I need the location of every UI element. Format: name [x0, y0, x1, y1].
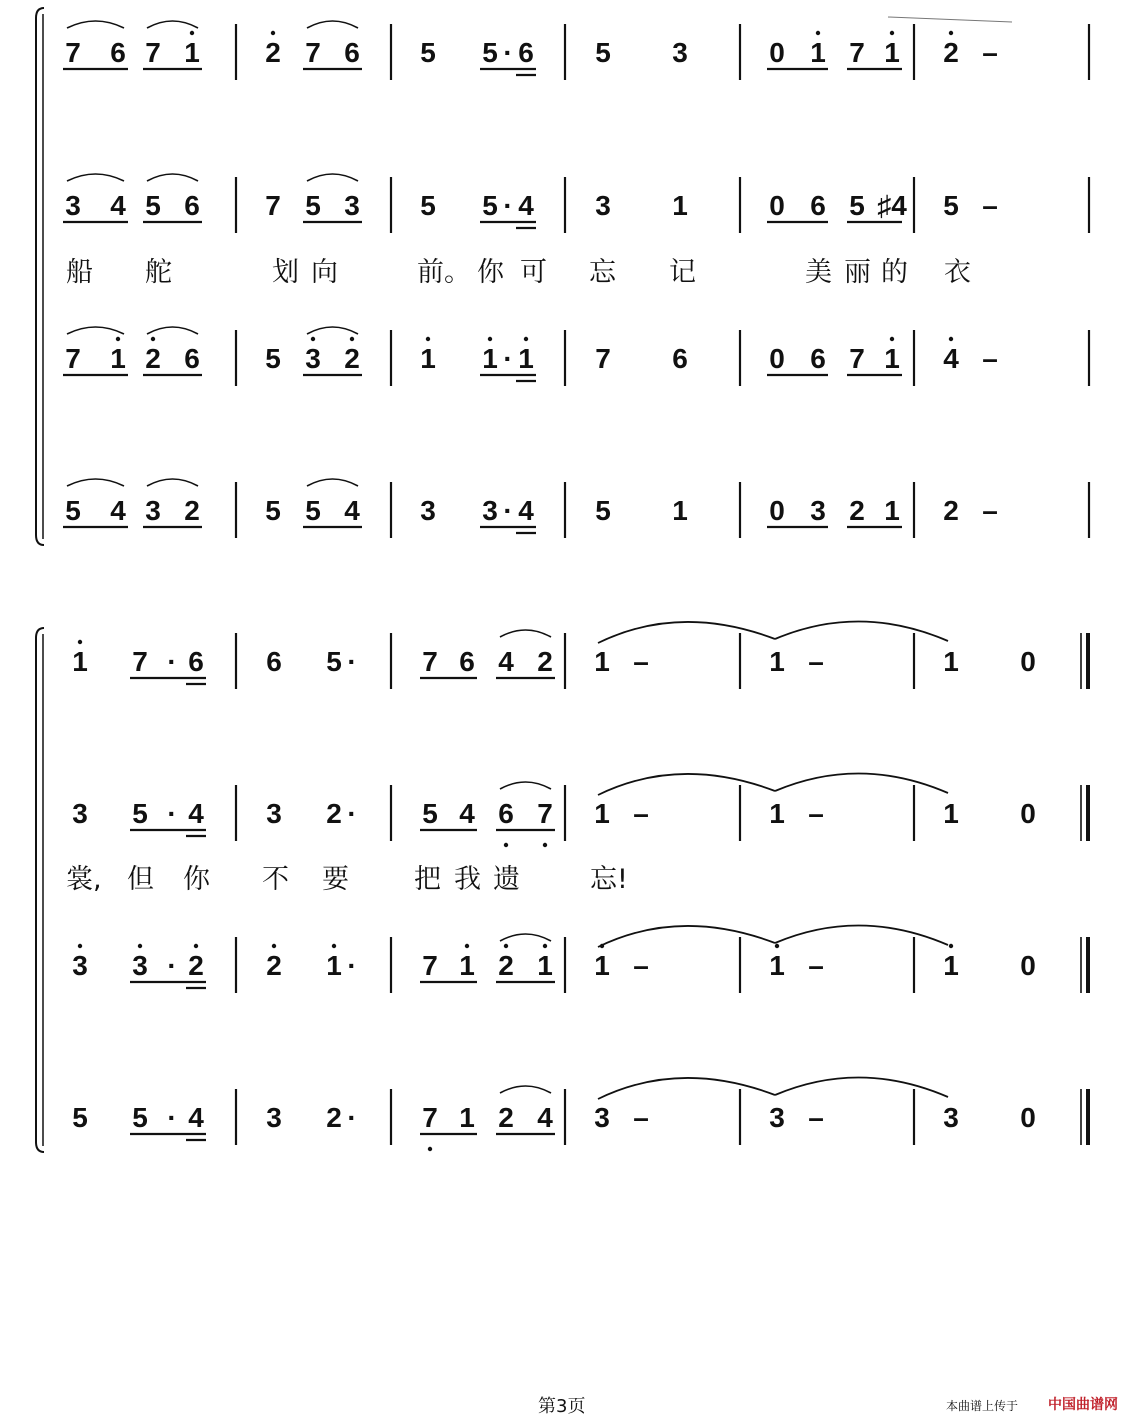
octave-up-dot: [949, 31, 953, 35]
note-digit: 7: [595, 343, 611, 374]
lyric-syllable: 把: [414, 864, 441, 895]
lyric-syllable: 你: [477, 257, 504, 288]
note-digit: 2: [943, 495, 959, 526]
slur: [147, 174, 198, 181]
dash-mark: –: [633, 646, 649, 677]
tie: [775, 621, 948, 641]
octave-up-dot: [504, 944, 508, 948]
augmentation-dot: ·: [503, 37, 513, 68]
note-digit: 2: [344, 343, 360, 374]
lyric-syllable: 遗: [493, 864, 520, 895]
dash-mark: –: [633, 798, 649, 829]
slur: [307, 21, 358, 28]
note-digit: 2: [498, 1102, 514, 1133]
upload-note: 本曲谱上传于: [946, 1399, 1019, 1413]
note-digit: 1: [459, 1102, 475, 1133]
slur: [500, 630, 551, 637]
note-digit: 6: [184, 343, 200, 374]
note-digit: 1: [769, 950, 785, 981]
note-digit: 0: [769, 495, 785, 526]
note-digit: 2: [849, 495, 865, 526]
lyric-syllable: 记: [669, 257, 696, 288]
octave-up-dot: [524, 337, 528, 341]
note-digit: 3: [810, 495, 826, 526]
note-digit: 3: [72, 798, 88, 829]
note-digit: 6: [459, 646, 475, 677]
augmentation-dot: ·: [347, 798, 357, 829]
note-digit: 0: [769, 343, 785, 374]
note-digit: 6: [810, 343, 826, 374]
note-digit: 1: [326, 950, 342, 981]
note-digit: 7: [65, 343, 81, 374]
note-digit: 0: [1020, 646, 1036, 677]
lyric-syllable: 裳,: [66, 864, 102, 895]
note-digit: 2: [188, 950, 204, 981]
note-digit: 5: [595, 495, 611, 526]
note-digit: 7: [132, 646, 148, 677]
augmentation-dot: ·: [503, 190, 513, 221]
tie: [598, 622, 775, 643]
octave-up-dot: [272, 944, 276, 948]
octave-up-dot: [311, 337, 315, 341]
note-digit: 1: [769, 798, 785, 829]
note-digit: 7: [422, 1102, 438, 1133]
note-digit: 5: [420, 37, 436, 68]
note-digit: 3: [72, 950, 88, 981]
lyric-syllable: 你: [183, 864, 210, 895]
note-digit: 2: [326, 1102, 342, 1133]
tie: [775, 773, 948, 793]
note-digit: 2: [943, 37, 959, 68]
note-digit: 2: [266, 950, 282, 981]
octave-up-dot: [138, 944, 142, 948]
octave-down-dot: [543, 843, 547, 847]
note-digit: 5: [265, 495, 281, 526]
slur: [500, 934, 551, 941]
note-digit: 6: [672, 343, 688, 374]
slur: [147, 479, 198, 486]
page-number: 第3页: [538, 1396, 586, 1417]
octave-up-dot: [426, 337, 430, 341]
octave-up-dot: [543, 944, 547, 948]
note-digit: 4: [188, 798, 204, 829]
augmentation-dot: ·: [167, 950, 177, 981]
slur: [307, 327, 358, 334]
slur: [67, 21, 124, 28]
dash-mark: –: [982, 37, 998, 68]
note-digit: 7: [265, 190, 281, 221]
note-digit: 6: [110, 37, 126, 68]
note-digit: 6: [344, 37, 360, 68]
note-digit: 0: [1020, 1102, 1036, 1133]
note-digit: 1: [518, 343, 534, 374]
lyric-syllable: 舵: [145, 257, 172, 288]
tie: [598, 1078, 775, 1099]
slur: [67, 479, 124, 486]
note-digit: 0: [1020, 798, 1036, 829]
note-digit: 1: [594, 646, 610, 677]
lyric-syllable: 划: [272, 257, 299, 288]
note-digit: 1: [884, 343, 900, 374]
note-digit: ♯4: [877, 190, 907, 221]
augmentation-dot: ·: [167, 646, 177, 677]
octave-up-dot: [890, 31, 894, 35]
dash-mark: –: [982, 343, 998, 374]
note-digit: 0: [1020, 950, 1036, 981]
note-digit: 4: [110, 495, 126, 526]
note-digit: 5: [305, 495, 321, 526]
lyric-syllable: 美: [805, 257, 832, 288]
note-digit: 1: [537, 950, 553, 981]
tie: [775, 925, 948, 945]
note-digit: 3: [266, 798, 282, 829]
octave-down-dot: [504, 843, 508, 847]
note-digit: 3: [672, 37, 688, 68]
note-digit: 4: [344, 495, 360, 526]
note-digit: 6: [266, 646, 282, 677]
note-digit: 7: [849, 37, 865, 68]
note-digit: 5: [305, 190, 321, 221]
note-digit: 2: [265, 37, 281, 68]
note-digit: 1: [943, 798, 959, 829]
octave-up-dot: [190, 31, 194, 35]
note-digit: 0: [769, 190, 785, 221]
augmentation-dot: ·: [347, 950, 357, 981]
lyric-syllable: 我: [454, 864, 481, 895]
augmentation-dot: ·: [503, 343, 513, 374]
octave-up-dot: [78, 640, 82, 644]
note-digit: 3: [266, 1102, 282, 1133]
note-digit: 5: [132, 798, 148, 829]
note-digit: 6: [498, 798, 514, 829]
note-digit: 3: [595, 190, 611, 221]
note-digit: 1: [459, 950, 475, 981]
note-digit: 5: [145, 190, 161, 221]
note-digit: 1: [943, 950, 959, 981]
lyric-syllable: 的: [881, 257, 908, 288]
octave-down-dot: [428, 1147, 432, 1151]
octave-up-dot: [271, 31, 275, 35]
octave-up-dot: [350, 337, 354, 341]
slur: [307, 479, 358, 486]
note-digit: 4: [518, 495, 534, 526]
note-digit: 5: [326, 646, 342, 677]
note-digit: 5: [420, 190, 436, 221]
note-digit: 1: [482, 343, 498, 374]
octave-up-dot: [116, 337, 120, 341]
note-digit: 5: [482, 190, 498, 221]
note-digit: 7: [65, 37, 81, 68]
note-digit: 1: [110, 343, 126, 374]
lyric-syllable: 船: [66, 257, 93, 288]
slur: [67, 174, 124, 181]
note-digit: 1: [420, 343, 436, 374]
note-digit: 3: [344, 190, 360, 221]
note-digit: 1: [72, 646, 88, 677]
note-digit: 4: [110, 190, 126, 221]
lyric-syllable: 可: [520, 257, 547, 288]
tie: [598, 926, 775, 947]
tie: [775, 1077, 948, 1097]
note-digit: 1: [769, 646, 785, 677]
note-digit: 1: [672, 190, 688, 221]
slur: [67, 327, 124, 334]
dash-mark: –: [808, 646, 824, 677]
lyric-syllable: 向: [311, 257, 338, 288]
note-digit: 6: [184, 190, 200, 221]
octave-up-dot: [949, 944, 953, 948]
octave-up-dot: [332, 944, 336, 948]
note-digit: 3: [145, 495, 161, 526]
dash-mark: –: [633, 950, 649, 981]
octave-up-dot: [816, 31, 820, 35]
note-digit: 4: [498, 646, 514, 677]
lyric-syllable: 衣: [944, 257, 971, 288]
note-digit: 2: [145, 343, 161, 374]
augmentation-dot: ·: [347, 646, 357, 677]
dash-mark: –: [982, 190, 998, 221]
slur: [500, 782, 551, 789]
note-digit: 3: [132, 950, 148, 981]
dash-mark: –: [808, 798, 824, 829]
note-digit: 3: [594, 1102, 610, 1133]
note-digit: 5: [943, 190, 959, 221]
augmentation-dot: ·: [167, 798, 177, 829]
note-digit: 3: [482, 495, 498, 526]
lyric-syllable: 丽: [844, 257, 871, 288]
augmentation-dot: ·: [167, 1102, 177, 1133]
note-digit: 4: [459, 798, 475, 829]
scan-line: [888, 17, 1012, 22]
note-digit: 6: [188, 646, 204, 677]
slur: [500, 1086, 551, 1093]
slur: [307, 174, 358, 181]
note-digit: 7: [422, 646, 438, 677]
note-digit: 5: [482, 37, 498, 68]
octave-up-dot: [775, 944, 779, 948]
note-digit: 1: [672, 495, 688, 526]
note-digit: 7: [422, 950, 438, 981]
slur: [147, 327, 198, 334]
note-digit: 5: [595, 37, 611, 68]
lyric-syllable: 但: [127, 864, 154, 895]
note-digit: 7: [305, 37, 321, 68]
site-logo: 中国曲谱网: [1048, 1397, 1118, 1413]
augmentation-dot: ·: [503, 495, 513, 526]
note-digit: 5: [132, 1102, 148, 1133]
note-digit: 1: [184, 37, 200, 68]
note-digit: 7: [145, 37, 161, 68]
octave-up-dot: [78, 944, 82, 948]
note-digit: 3: [943, 1102, 959, 1133]
dash-mark: –: [808, 950, 824, 981]
octave-up-dot: [890, 337, 894, 341]
octave-up-dot: [465, 944, 469, 948]
note-digit: 2: [184, 495, 200, 526]
octave-up-dot: [949, 337, 953, 341]
note-digit: 1: [884, 37, 900, 68]
note-digit: 6: [518, 37, 534, 68]
lyric-syllable: 不: [262, 864, 289, 895]
lyric-syllable: 前。: [417, 257, 471, 288]
note-digit: 3: [305, 343, 321, 374]
note-digit: 3: [769, 1102, 785, 1133]
lyric-syllable: 忘: [589, 257, 616, 288]
note-digit: 5: [265, 343, 281, 374]
note-digit: 3: [420, 495, 436, 526]
note-digit: 5: [422, 798, 438, 829]
note-digit: 3: [65, 190, 81, 221]
note-digit: 1: [810, 37, 826, 68]
note-digit: 2: [326, 798, 342, 829]
note-digit: 4: [518, 190, 534, 221]
note-digit: 1: [594, 950, 610, 981]
octave-up-dot: [151, 337, 155, 341]
note-digit: 5: [65, 495, 81, 526]
lyric-syllable: 忘!: [590, 864, 628, 895]
note-digit: 1: [884, 495, 900, 526]
dash-mark: –: [633, 1102, 649, 1133]
note-digit: 2: [498, 950, 514, 981]
augmentation-dot: ·: [347, 1102, 357, 1133]
slur: [147, 21, 198, 28]
note-digit: 7: [849, 343, 865, 374]
note-digit: 1: [943, 646, 959, 677]
note-digit: 6: [810, 190, 826, 221]
octave-up-dot: [194, 944, 198, 948]
tie: [598, 774, 775, 795]
note-digit: 4: [537, 1102, 553, 1133]
octave-up-dot: [488, 337, 492, 341]
note-digit: 1: [594, 798, 610, 829]
note-digit: 5: [849, 190, 865, 221]
note-digit: 4: [943, 343, 959, 374]
dash-mark: –: [808, 1102, 824, 1133]
note-digit: 4: [188, 1102, 204, 1133]
note-digit: 7: [537, 798, 553, 829]
lyric-syllable: 要: [322, 864, 349, 895]
dash-mark: –: [982, 495, 998, 526]
note-digit: 5: [72, 1102, 88, 1133]
note-digit: 2: [537, 646, 553, 677]
note-digit: 0: [769, 37, 785, 68]
